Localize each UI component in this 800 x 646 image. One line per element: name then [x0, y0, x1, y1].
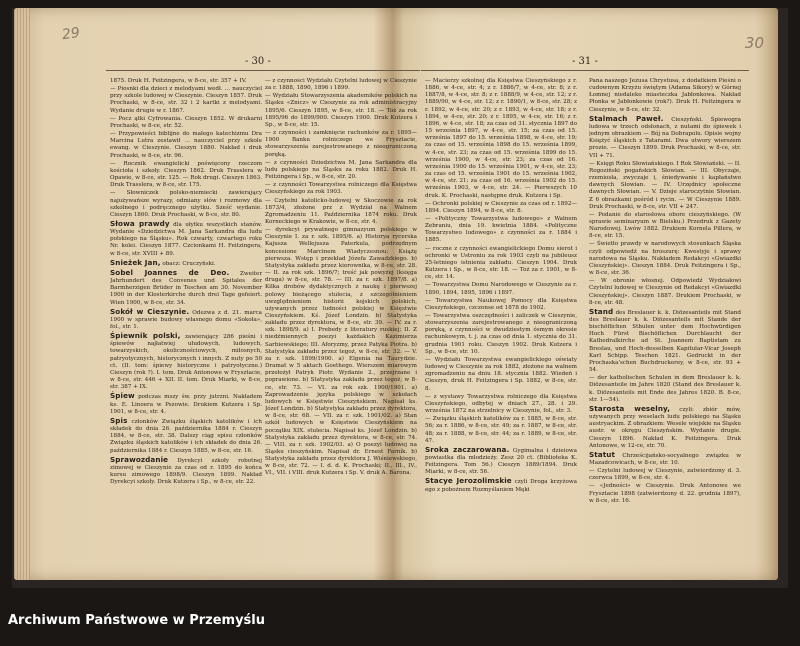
bibliography-entry — [265, 78, 417, 92]
entry-body: — Czytelni ludowej w Cieszynie, zatwierdzony d. 3. czerwca 1899, w 8-ce, str. 4. — [589, 468, 741, 482]
entry-body: — «Jedności» w Cieszynie. Druk Antonowe we Frysztacie 1898 (zatwierdzony d. 22. grudnia 1897), w 8-ce, str. 16. — [589, 483, 741, 504]
bibliography-entry — [425, 477, 577, 493]
bibliography-entry — [110, 259, 262, 268]
bibliography-entry — [265, 130, 417, 159]
archive-name: Archiwum Państwowe w Przemyślu — [8, 613, 266, 628]
entry-body: — Księgi Roku Słowiańskiego. I Rok Słowiański. — II. Rogoziński pogańskich Słowian. — III. Obyczaje, rzemiosła, zwyczaje i, śniedywanie i kapłaństwo dawnych Słowian. — IV. Urzędnicy społeczne dawnych Słowian. — V. Dzieje staroczytnie Słowian. Z 6 obrazkami pośród i rycin. — W Cieszynie 1889. Druk Prochaski, w 8-ce, str. VII + 247. — [589, 160, 741, 210]
bibliography-entry — [425, 246, 577, 282]
entry-body: — «Polityczny Towarzystwa ludowego» z Walnem Zebraniu, dnia 19. kwietnia 1884. «Polityczne Towarzystwo ludowego» z czynności za r. 1884 i 1885. — [425, 215, 577, 244]
bibliography-entry — [110, 78, 262, 85]
entry-body: — Towarzystwa Naukowej Pomocy dla Księstwa Cieszyńskiego, czczonse od 1878 do 1902. — [425, 297, 577, 311]
bibliography-entry — [110, 86, 262, 115]
page-edges — [14, 8, 30, 580]
bibliography-entry — [589, 241, 741, 277]
entry-heading: Śpiew — [110, 391, 135, 401]
entry-body: — Wydziału Stowarzyszenia akademików polskich na Śląsku «Znicz» w Cieszynie za rok administracyjny 1895/6. Cieszyn 1895, w 8-ce, str. 18. — Toż za rok 1895/96 do 1899/900. Cieszyn 1900. Druk Kutzera i Sp., w 8-ce, str. 15. — [265, 93, 417, 128]
entry-body: Zweiter Jahrhundert des Convenes und Spitales der Barmherzigen Brüder in Teschen am 30. November 1900 in der Klosterkirche durch drei Tage gefeiert. Wien 1900, w 8-ce, str. 34. — [110, 270, 262, 306]
entry-heading: Statut — [589, 449, 616, 459]
entry-body: — Ochronki polskiej w Cieszynie za czas od r. 1892—1894. Cieszyn 1894, w 8-ce, str. 8. — [425, 200, 577, 214]
entry-heading: Stalmach Paweł. — [589, 113, 664, 123]
bibliography-entry — [589, 405, 741, 450]
bibliography-entry — [425, 298, 577, 312]
entry-body: — Związku śląskich katolików za r. 1885, w 8-ce, str. 56; za r. 1886, w 8-ce, str. 49; za r. 1887, w 8-ce, str. 48; za r. 1888, w 8-ce, str. 44; za r. 1889, w 8-ce, str. 47. — [425, 416, 577, 444]
bibliography-entry — [425, 201, 577, 215]
bibliography-entry — [110, 116, 262, 130]
bibliography-entry — [110, 161, 262, 190]
bibliography-entry — [425, 313, 577, 356]
bibliography-entry — [589, 115, 741, 160]
entry-body: — Wydziału Towarzystwa ewangielickiego oświaty ludowej w Cieszynie za rok 1882, złożone na walnem zgromadzeniu na dniu 18. stycznia 1882. Wiedeń i Cieszyn, druk H. Feitzingera i Sp. 1882, w 8-ce, str. 8. — [425, 356, 577, 392]
entry-body: — Towarzystwa oszczędności i zaliczek w Cieszynie, stowarzyszenia zarejestrowanego z nieograniczoną poręką, z czynności w dwudziestym ósmym okresie rachunkowym, t. j. za czas od dnia 1. stycznia do 31. grudnia 1901 roku. Cieszyn 1902. Druk Kutzera i Sp., w 8-ce, str. 10. — [425, 313, 577, 355]
entry-body: — Rocznik ewangielicki poświęcony rzeczom kościoła i szkoły. Cieszyn 1862. Druk Trasslera w Opawie, w 8-ce, str. 125. — Rok drugi. Cieszyn 1863. Druk Trasslera, w 8-ce, str. 175. — [110, 160, 262, 189]
entry-heading: Śpiewnik polski, — [110, 331, 181, 341]
bibliography-entry — [589, 278, 741, 307]
entry-body: Cieszyński. Śpiewogra ludowa w trzech odsłonach, z nutami do śpiewek i jednym obrazkiem — Bój na Dobrapolu. Opisie wojny Księżyć śląskich z Tatarami. Dwa utwory wierszem prozie. — Cieszyn 1899. Druk Prochaski, w 8-ce, str. VII + 71. — [589, 116, 741, 159]
bibliography-entry — [265, 227, 417, 477]
entry-heading: Starosta weselny, — [589, 403, 671, 413]
entry-body: — z czynności Dziedzictwa M. Jana Sarkandra dla ludu polskiego na Śląsku za roku 1882. Druk H. Feitzingera i Sp., w 8-ce, str. 20. — [265, 159, 417, 181]
entry-body: Dyrekcyi szkoły robotnej zimowej w Cieszynie za czas od r. 1895 do końca kursu zimowego 1898/9. Cieszyn 1899. Nakład Dyrekcyi szkoły. Druk Kutzera i Sp., w 8-ce, str. 22. — [110, 457, 262, 486]
entry-body: czyli: zbiór mów, używanych przy weselach ludu polskiego na Śląsku austryackim. Z obrazkiem: Wesele wiejskie na Śląsku austr. w okręgu Cieszyńskim. Wydanie drugie. Cieszyn 1896. Nakład K. Feitzingera. Druk Antonowe, w 12-ce, str. 70. — [589, 406, 741, 449]
bibliography-entry — [589, 468, 741, 482]
bibliography-entry — [425, 357, 577, 393]
entry-body: czyli Droga krzyżowa ego z pobożnem Rozmyślaniem Męki — [425, 479, 577, 493]
page-number-left: - 30 - — [245, 56, 271, 67]
entry-body: — roczne z czynności ewangielickiego Domu sierot i ochronki w Ustroniu za rok 1903 czyli na jubileusz 25-letniego istnienia zakładu. Cieszyn 1904. Druk Kutzera i Sp., w 8-ce, str. 18. — Toż za r. 1901, w 8-ce, str. 14. — [425, 245, 577, 281]
header-rule-right — [421, 70, 749, 71]
entry-body: podczas mszy św. przy jutrzni. Nakładem ks. E. Linoera w Pszowie. Drukiem Kutzera i Sp. 1901, w 8-ce, str. 4. — [110, 394, 262, 415]
entry-body: des Breslauer k. k. Diözesanteils mit Stand des Breslauer k. k. Diözesanteils mit Stande der bischöflichen Sthulen unter dem Hochwürdigen Hoch Fürst Bischöflichen Durchlaucht der Kathedralkirche ad St. Joannem Baptistam zu Breslau, und Hoch-desselben Kapitular-Vicar Joseph Karl Schipp. Teschen 1821. Gedruckt in der Prochaska'schen Buchdruckerey, w 8-ce, str. 93 + 54. — [589, 309, 741, 374]
bibliography-entry — [265, 182, 417, 196]
header-rule-left — [106, 70, 420, 71]
entry-heading: Sokół w Cieszynie. — [110, 306, 190, 316]
entry-heading: Słowa prawdy — [110, 218, 170, 228]
entry-body: — Podanie do starosłowa obore cieszyńskiego. (W sprawie seminaryum w Bielsku.) Przedruk z Gazety Narodowej. Lwów 1882. Drukiem Kornela Pillera, w 8-ce, str. 15. — [589, 211, 741, 240]
entry-body: dla ułytku wszystkich stanów. Wydanie «Dziedzictwa M. Jana Sarkandra dla ludu polskiego na Śląsku». Rok czwarty, czwartego roku Nr. kolei. Cieszyn 1877. Czcionkami H. Feitzingera, w 8-ce, str. XVIII + 89. — [110, 221, 262, 257]
entry-heading: Stand — [589, 306, 614, 316]
bibliography-entry — [425, 446, 577, 477]
bibliography-entry — [425, 282, 577, 296]
bibliography-entry — [589, 483, 741, 504]
entry-body: — Macierzy szkolnej dla Księstwa Cieszyńskiego z r. 1886, w 4-ce, str. 4; z r. 1886/7, w 4-ce, str. 8; z r. 1887/8, w 4-ce, str. 8; z r. 1888/9, w 4-ce, str. 12; z r. 1889/90, w 4-ce, str. 12; z r. 1890/1, w 8-ce, str. 28; z r. 1892, w 4-ce, str. 20; z r. 1893, w 4-ce, str. 18; z r. 1894, w 4-ce, str. 20; z r. 1895, w 4-ce, str. 16; z r. 1896, w 4-ce, str. 18; za czas od 31. stycznia 1897 do 15 września 1897, w 4-ce, str. 15; za czas od 15. września 1897 do 15. września 1898, w 4-ce, str. 19; za czas od 15. września 1898 do 15. września 1899, w 4-ce, str. 23; za czas od 15. września 1899 do 15. września 1900, w 4-ce, str. 23; za czas od 16. września 1900 do 15. września 1901, w 4-ce, str. 23; za czas od 15. września 1901 do 15. września 1902, w 4-ce, str. 21; za czas od 16. września 1902 do 15. września 1903, w 4-ce, str. 24. — Pierwszych 10 druk. K. Prochaski, następne druk. Kutzera i Sp. — [425, 78, 577, 199]
bibliography-entry — [265, 160, 417, 181]
entry-body: członków Związku śląskich katolików i ich składek do dnia 26. października 1884 r. Cieszyn 1884, w 8-ce, str. 38. Dalszy ciąg spisu członków Związku śląskich katolików i ich składek do dnia 26. października 1884 r. Cieszyn 1885, w 8-ce, str. 16. — [110, 418, 262, 454]
entry-body: — Świetło prawdy w narodowych stosunkach Śląska czyli odpowiedź na broszurę: Kwestyje i sprawy narodowa na Śląsku. Nakładem Redakcyi «Gwiazdki Cieszyńskiej». Cieszyn 1884. Druk Feitzingera i Sp., w 8-ce, str. 36. — [589, 241, 741, 277]
bibliography-entry — [589, 78, 741, 114]
entry-body: — Przypowieści biblijne do małego katechizmu Dra Marcina Lutra zestawił … nauczyciel przy szkole ewang. w Cieszynie. Cieszyn 1880. Nakład i druk Prochaski, w 8-ce, str. 96. — [110, 131, 262, 159]
entry-body: — Towarzystwa Domu Narodowego w Cieszynie za r. 1890, 1894, 1895, 1896 i 1897. — [425, 282, 577, 296]
entry-heading: Sroka zaczarowana. — [425, 444, 510, 454]
bibliography-entry — [425, 416, 577, 445]
entry-body: Odezwa z d. 21. marca 1900 w sprawie budowy własnego domu «Sokoła», fol., str. 1. — [110, 309, 262, 330]
entry-body: — z czynności Wydziału Czytelni ludowej w Cieszynie za r. 1888, 1890, 1896 i 1899. — [265, 78, 417, 92]
entry-body: Gygimalna i dzieiowa powiastka dla młodzieży. Zesz 20 ct. (Biblioteka K. Feitzingera. Tom 56.) Cieszyn 1889/1894. Druk Miarki, w 8-ce, str. 56. — [425, 447, 577, 476]
pencil-page-mark-right: 30 — [744, 34, 764, 52]
entry-body: Chrześcijańsko-socyalnego związku w Mazadcowicach, w 8-ce, str. 10. — [589, 452, 741, 466]
left-page-column-2 — [265, 78, 417, 560]
bibliography-entry — [110, 456, 262, 487]
entry-body: — W obronie włosnej. Odpowiedź Wydziałowi Czytelni ludowej w Cieszynie od Redakcyi «Gwiazdki Cieszyńskiej». Cieszyn 1887. Drukiem Prochaski, w 8-ce, str. 48. — [589, 278, 741, 306]
bibliography-entry — [425, 394, 577, 415]
entry-body: zawierający 286 pieśni i śpiewów najłatwiej ułudowych, ludowych, towarzyskich, okolicznościowych, miłosnych, patryotycznych, historycznych i innych. Z nuty po 50 ct. (II. tom: śpiewy historyczne i patryotyczne.) Cieszyn (rok ?). I. tom. Druk Antonowe w Frysztacie, w 8-ce, str. 446 + XII. II. tom. Druk Miarki, w 8-ce, str. 387 + IX. — [110, 334, 262, 391]
bibliography-entry — [265, 198, 417, 227]
bibliography-entry — [110, 220, 262, 258]
entry-body: — der katholischen Schulen in dem Breslauer k. k. Diözesanteile im Jahre 1820 (Stand des Breslauer k. k. Diözesanteils mit Ende des Jahres 1820. B. 8-ce, str. 1—54). — [589, 375, 741, 403]
bibliography-entry — [110, 417, 262, 455]
entry-heading: Sprawozdanie — [110, 454, 169, 464]
left-page-column-1 — [110, 78, 262, 560]
bibliography-entry — [110, 131, 262, 160]
entry-body: — dyrekcyi prywatnego gimnazyum polskiego w Cieszynie I. za r. szk. 1895/6. a) Historya rycerska Kajusza Wellejusza Paterkula, podrzędnym koncesione Marcinem Wiadyczesnou; Książę pierwsza. Wstęp i przekład Józefa Zawadzkiego. b) Statystyka zakładu przez kierownika, w 8-ce, str. 28. — II. za rok szk. 1896/7; treść jak powyżej (księga druga) w 8-ce, str. 78. — III. za r. szk. 1897/8. a) Kilka drobów dydaktycznych z naukę i pierwszej polowy bieżącego stulecia, z szczególnieniem uwzględnieniem historii kojskich polskich, używanych przez ludności polskiej w Księstwie Cieszyńskiem. Kś. Józef Londzin. b) Statystyka zakładu przez dyrektora, w 8-ce, str. 39. — IV. za r. szk. 1898/9. a) I. Prebedy z literatury ruskiej; II. Z niedźmiennych poezyi każdakich Kazimierza Sarbiewskiego; III. Aforyzmy, przez Patyka Piotra. b) Statystyka zakładu przez tegoż, w 8-ce, str. 32. — V. za r. szk. 1899/1900. a) Elgenia na Taurydzie. Dramat w 5 aktach Goethego. Wierszem miarowym przełożył Patryk Piotr. Wydanie 2., przejrzane i poprawione. b) Statystyka zakładu przez tegoż, w 8-ce, str. 73. — VI. za rok szk. 1900/1901. a) Zaprowadzenie języka polskiego w szkołach ludowych w Księstwie Cieszyńskiem. Napisał ks. Józef Londzin. b) Statystyka zakładu przez dyrektora, w 8-ce, str. 68. — VII. za r. szk. 1901/02. a) Stan szkół ludowych w Księstwie Cieszyńskiem na początku XIX. stulecia. Napisał ks. Józef Londzin. b) Statystyka zakładu przez dyrektora, w 8-ce, str. 74. — VIII. za r. szk. 1902/03. a) O poezyi ludowej na Śląsku cieszyńskim. Napisał dr. Ernest Farník. b) Statystyka zakładu przez dyrektora J. Wiśniewskiego, w 8-ce, str. 72. — I. d. d. K. Prochaski; II., III., IV., VI., VII. i VIII. druk Kutzera i Sp. V. druk A. Barona. — [265, 227, 417, 477]
pencil-page-mark-left: 29 — [60, 24, 81, 44]
bibliography-entry — [589, 308, 741, 374]
bibliography-entry — [110, 190, 262, 219]
entry-body: — Piosnki dla dzieci z melodyami wedł. … nauczyciel przy szkole ludowej w Cieszynie. Cieszyn 1857. Druk Prochaski, w 8-ce, str. 32 i 2 kartki z melodyami. Wydanie drugie w r. 1867. — [110, 86, 262, 114]
entry-body: — Czytelni katolicko-ludowej w Skoczowie za rok 1873/4, złożone prz z Wydział na Walnem Zgromadzeniu 11. Października 1874 roku. Druk Korneckiego w Krakowie, w 8-ce, str. 4. — [265, 197, 417, 225]
right-page-column-2 — [589, 78, 741, 560]
entry-body: 1875. Druk H. Feitzingera, w 8-ce, str. 357 + IV. — [110, 78, 247, 84]
bibliography-entry — [589, 212, 741, 241]
entry-body: — z wystawy Towarzystwa rolniczego dla Księstwa Cieszyńskiego, odbytej w dniach 27., 28. i 29. września 1872 na strzelnicy w Cieszynie, fol., str. 3. — [425, 393, 577, 415]
entry-body: — z czynności Towarzystwa rolniczego dla Księstwa Cieszyńskiego za rok 1903. — [265, 182, 417, 196]
bibliography-entry — [110, 308, 262, 331]
bibliography-entry — [110, 392, 262, 415]
page-number-right: - 31 - — [572, 56, 598, 67]
entry-heading: Sobel Joannes de Deo. — [110, 267, 230, 277]
entry-heading: Snieżek Jan, — [110, 257, 161, 267]
right-page-column-1 — [425, 78, 577, 560]
bibliography-entry — [589, 451, 741, 467]
bibliography-entry — [110, 332, 262, 391]
bibliography-entry — [110, 269, 262, 307]
entry-body: Pana naszego Jezusa Chrystusa, z dodatkiem Pieśni o cudownym Krzyżu świętym (Adama Sikory) w Górnej Łomnej niedaleko miasteczka Jabłonkowa. Nakład Płonka w Jabłonkowie (rok?). Druk H. Feitzingera w Cieszynie, w 8-ce, str. 32. — [589, 78, 741, 113]
bibliography-entry — [589, 375, 741, 404]
entry-body: obacz: Cruczyński. — [162, 260, 216, 267]
bibliography-entry — [589, 161, 741, 211]
entry-heading: Stacye Jerozolimskie — [425, 476, 512, 486]
entry-body: — Słowniczek polsko-niemiecki zawierający najużywańsze wyrazy, odmiany słów i rozmowy dla szkolnego i podręcznego użytku. Sześć wydanie. Cieszyn 1860. Druk Prochaski, w 8-ce, str. 80. — [110, 190, 262, 218]
entry-body: — Pocz ątki Cyfrowania. Cieszyn 1852. W drukarni Prochaski, w 8-ce, str. 52. — [110, 115, 262, 129]
bibliography-entry — [425, 78, 577, 200]
bibliography-entry — [265, 93, 417, 129]
bibliography-entry — [425, 216, 577, 245]
entry-heading: Spis — [110, 415, 128, 425]
entry-body: — z czynności i zamknięcie rachunków za r. 1895—1900 Banku rolniczego we Frysztacie, stowarzyszenia zarejestrowanego z nieograniczoną poręką. — [265, 130, 417, 158]
